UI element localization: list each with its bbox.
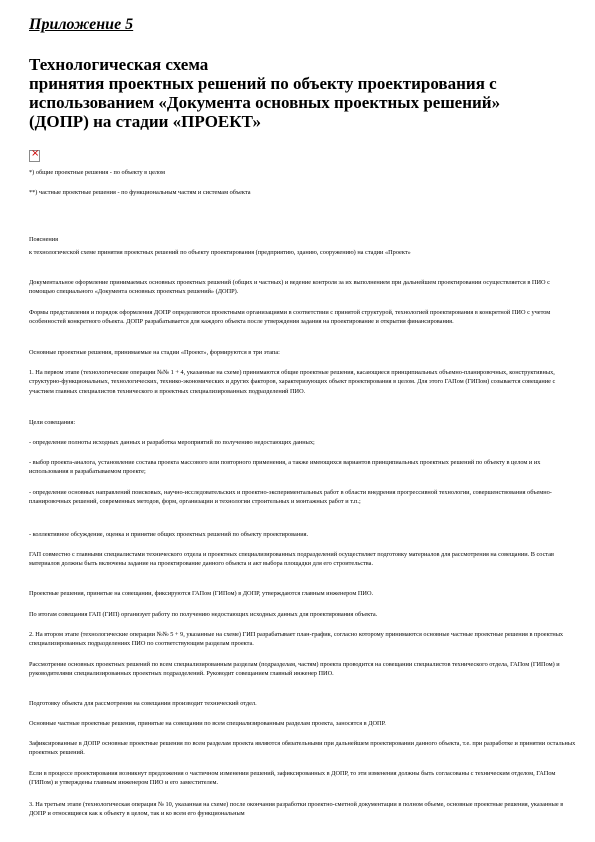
paragraph: Рассмотрение основных проектных решений по всем специализированным разделам (подразделам, частям) проекта проводится на совещании специалистов технического отдела, ГАПом (ГИПом) и руководителями специализированных проектных подразделений. Руководит совещанием главный инженер ПИО.	[29, 661, 560, 678]
paragraph: Формы представления и порядок оформления ДОПР определяются проектными организациями в соответствии с принятой структурой, технологией проектирования в конкретной ПИО с учетом особенностей конкретного объекта. ДОПР разрабатывается для каждого объекта после утверждения задания на проектирование и открытия финансирования.	[29, 309, 551, 326]
paragraph: Цели совещания:	[29, 419, 76, 426]
list-item: - определение основных направлений поисковых, научно-исследовательских и проектно-экспериментальных работ в области внедрения прогрессивной технологии, совершенствования объемно-планировочных решений, современных методов, форм, организации и технологии строительных и монтажных работ и т.п.;	[29, 489, 552, 506]
paragraph: 1. На первом этапе (технологические операции №№ 1 + 4, указанные на схеме) принимаются общие проектные решения, касающиеся принципиальных объемно-планировочных, конструктивных, структурно-функциональных, технологических, технико-экономических и других факторов, характеризующих объект проектирования в целом. Для этого ГАПом (ГИПом) созывается совещание с участием главных специалистов технического и проектных специализированных подразделений ПИО.	[29, 369, 556, 395]
footnote-general: *) общие проектные решения - по объекту в целом	[29, 169, 166, 176]
list-item: - выбор проекта-аналога, установление состава проекта массового или повторного применения, а также имеющихся вариантов принципиальных проектных решений по объекту в целом и их использования в разрабатываемом проекте;	[29, 459, 541, 476]
paragraph: По итогам совещания ГАП (ГИП) организует работу по получению недостающих исходных данных для проектирования объекта.	[29, 611, 378, 618]
paragraph: 3. На третьем этапе (технологическая операция № 10, указанная на схеме) после окончания разработки проектно-сметной документации в полном объеме, основные проектные решения, указанные в ДОПР и относящиеся как к объекту в целом, так и ко всем его функциональным	[29, 801, 564, 818]
paragraph: Основные проектные решения, принимаемые на стадии «Проект», формируются в три этапа:	[29, 349, 280, 356]
title-line: (ДОПР) на стадии «ПРОЕКТ»	[29, 112, 261, 131]
list-item: - коллективное обсуждение, оценка и принятие общих проектных решений по объекту проектирования.	[29, 531, 309, 538]
footnote-particular: **) частные проектные решения - по функциональным частям и системам объекта	[29, 189, 251, 196]
paragraph: Основные частные проектные решения, принятые на совещании по всем специализированным разделам проекта, заносятся в ДОПР.	[29, 720, 386, 727]
paragraph: Документальное оформление принимаемых основных проектных решений (общих и частных) и ведение контроля за их выполнением при дальнейшем проектировании осуществляется в ПИО с помощью специального «Документа основных проектных решений» (ДОПР).	[29, 279, 550, 296]
title-line: использованием «Документа основных проектных решений»	[29, 93, 501, 112]
explanations-heading: Пояснения	[29, 236, 59, 243]
paragraph: 2. На втором этапе (технологические операции №№ 5 + 9, указанные на схеме) ГИП разрабатывает план-график, согласно которому принимаются основные частные проектные решения в проектных специализированных подразделениях ПИО по соответствующим разделам проекта.	[29, 631, 564, 648]
document-title	[29, 55, 589, 131]
broken-image-icon	[29, 150, 40, 162]
paragraph: ГАП совместно с главными специалистами технического отдела и проектных специализированных подразделений осуществляет подготовку материалов для рассмотрения на совещании. В состав материалов должны быть включены задание на проектирование данного объекта и акт выбора площадки для его строительства.	[29, 551, 555, 568]
appendix-heading: Приложение 5	[29, 16, 134, 33]
list-item: - определение полноты исходных данных и разработка мероприятий по получению недостающих данных;	[29, 439, 315, 446]
paragraph: Подготовку объекта для рассмотрения на совещании производит технический отдел.	[29, 700, 257, 707]
paragraph: к технологической схеме принятия проектных решений по объекту проектирования (предприятию, зданию, сооружению) на стадии «Проект»	[29, 249, 411, 256]
title-line: принятия проектных решений по объекту проектирования с	[29, 74, 497, 93]
title-line: Технологическая схема	[29, 55, 209, 74]
paragraph: Если в процессе проектирования возникнут предложения о частичном изменении решений, зафиксированных в ДОПР, то эти изменения должны быть согласованы с техническим отделом, ГАПом (ГИПом) и утверждены главным инженером ПИО и его заместителем.	[29, 770, 556, 787]
paragraph: Проектные решения, принятые на совещании, фиксируются ГАПом (ГИПом) в ДОПР, утверждаются главным инженером ПИО.	[29, 590, 374, 597]
paragraph: Зафиксированные в ДОПР основные проектные решения по всем разделам проекта являются обязательными при дальнейшем проектировании данного объекта, т.е. при разработке и принятии остальных проектных решений.	[29, 740, 576, 757]
